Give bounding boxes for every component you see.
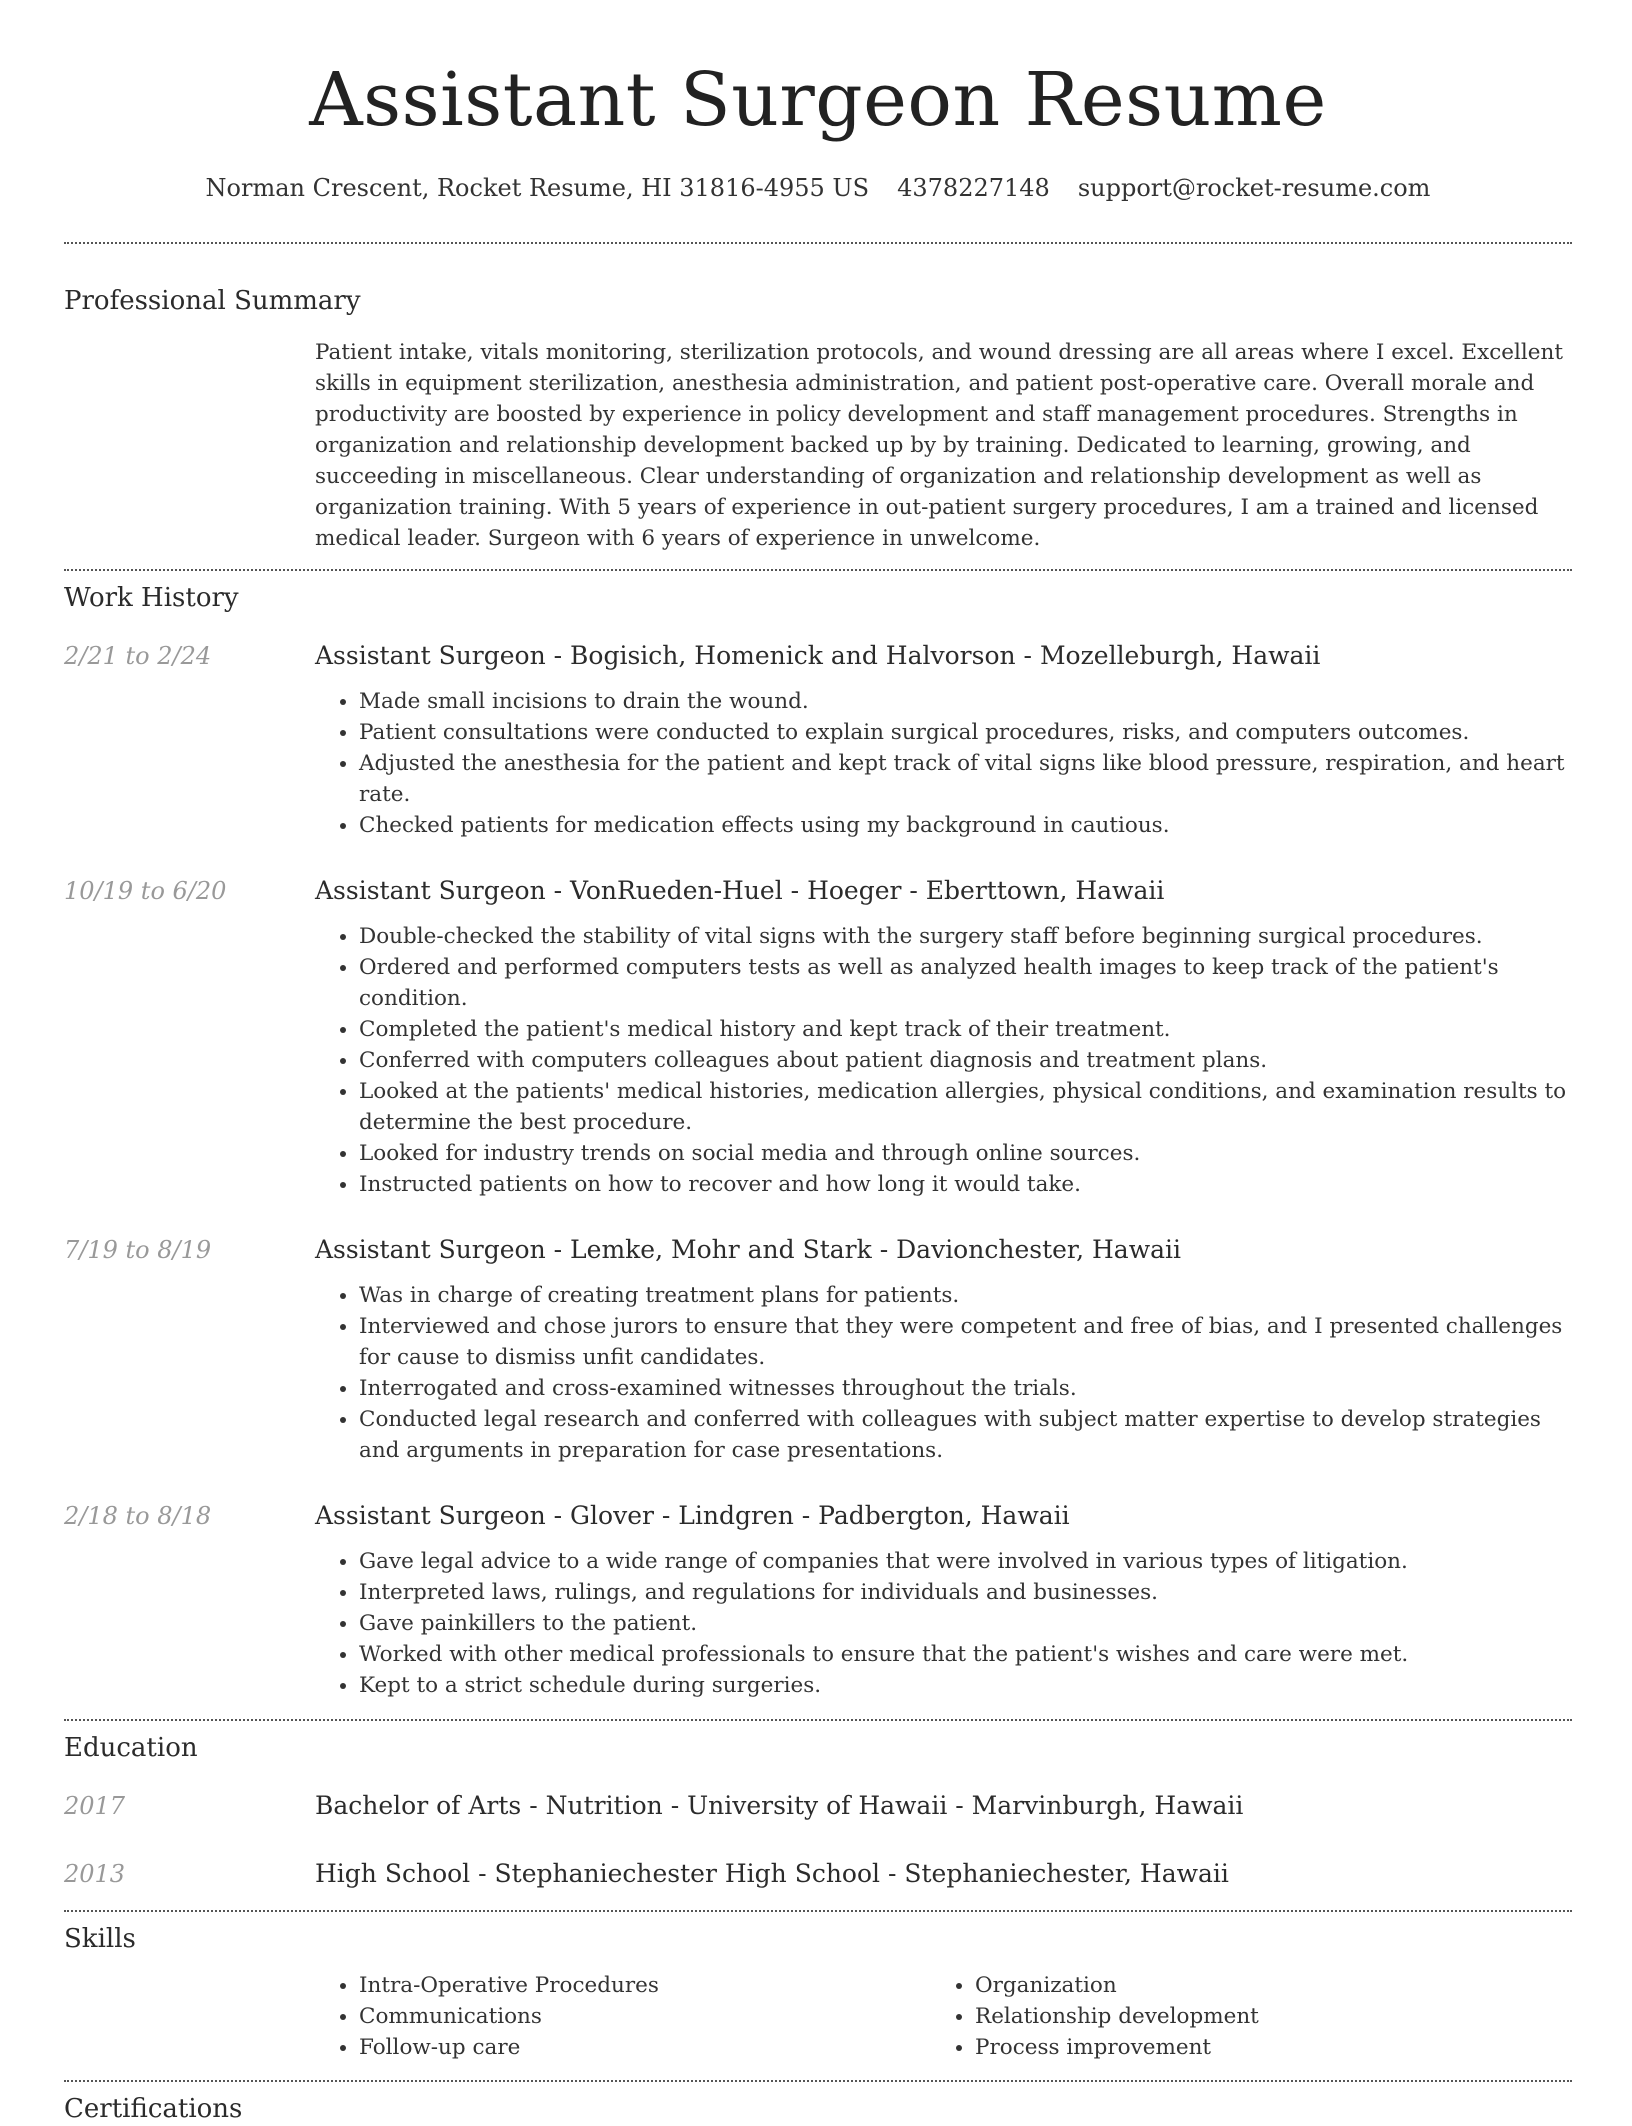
job-bullet: • Was in charge of creating treatment plans for patients. (359, 1280, 1572, 1311)
resume-page (64, 0, 1572, 2126)
skills-column-right (931, 1970, 1547, 2063)
job-bullet: • Interrogated and cross-examined witnesses throughout the trials. (359, 1373, 1572, 1404)
job-bullet: • Conferred with computers colleagues about patient diagnosis and treatment plans. (359, 1045, 1572, 1076)
job-entry (64, 1500, 1572, 1701)
skills-column-left (315, 1970, 931, 2063)
work-history-section (64, 581, 1572, 1701)
job-title: Assistant Surgeon - Glover - Lindgren - Padbergton, Hawaii (315, 1501, 1070, 1530)
job-bullet: • Adjusted the anesthesia for the patient and kept track of vital signs like blood pressure, respiration, and heart rate. (359, 748, 1572, 810)
skill-item: • Follow-up care (359, 2032, 931, 2063)
contact-address: Norman Crescent, Rocket Resume, HI 31816-4955 US (205, 174, 870, 202)
education-degree: High School - Stephaniechester High School - Stephaniechester, Hawaii (315, 1859, 1229, 1888)
job-bullet: • Ordered and performed computers tests as well as analyzed health images to keep track of the patient's condition. (359, 952, 1572, 1014)
job-bullet: • Interpreted laws, rulings, and regulations for individuals and businesses. (359, 1577, 1572, 1608)
job-bullet: • Checked patients for medication effects using my background in cautious. (359, 810, 1572, 841)
job-title: Assistant Surgeon - Lemke, Mohr and Stark - Davionchester, Hawaii (315, 1235, 1182, 1264)
job-dates: 2/18 to 8/18 (64, 1502, 212, 1530)
summary-section (64, 284, 1572, 554)
job-bullet: • Completed the patient's medical history and kept track of their treatment. (359, 1014, 1572, 1045)
skills-heading: Skills (64, 1924, 136, 1954)
job-bullet: • Gave painkillers to the patient. (359, 1608, 1572, 1639)
job-entry (64, 640, 1572, 841)
job-bullets (315, 921, 1572, 1200)
skill-item: • Process improvement (975, 2032, 1547, 2063)
education-entry (64, 1858, 1572, 1890)
summary-text: Patient intake, vitals monitoring, sterilization protocols, and wound dressing are all areas where I excel. Excellent skills in equipment sterilization, anesthesia administration, and patient post-operative care. Overall morale and productivity are boosted by experience in policy development and staff management procedures. Strengths in organization and relationship development backed up by by training. Dedicated to learning, growing, and succeeding in miscellaneous. Clear understanding of organization and relationship development as well as organization training. With 5 years of experience in out-patient surgery procedures, I am a trained and licensed medical leader. Surgeon with 6 years of experience in unwelcome. (315, 340, 1563, 551)
job-title: Assistant Surgeon - VonRueden-Huel - Hoeger - Eberttown, Hawaii (315, 876, 1165, 905)
job-bullet: • Conducted legal research and conferred with colleagues with subject matter expertise to develop strategies and arguments in preparation for case presentations. (359, 1404, 1572, 1466)
education-degree: Bachelor of Arts - Nutrition - University of Hawaii - Marvinburgh, Hawaii (315, 1791, 1244, 1820)
education-year: 2013 (64, 1860, 126, 1888)
job-bullet: • Interviewed and chose jurors to ensure that they were competent and free of bias, and I presented challenges for cause to dismiss unfit candidates. (359, 1311, 1572, 1373)
work-divider (64, 1719, 1572, 1721)
job-title: Assistant Surgeon - Bogisich, Homenick and Halvorson - Mozelleburgh, Hawaii (315, 641, 1321, 670)
job-bullet: • Double-checked the stability of vital signs with the surgery staff before beginning surgical procedures. (359, 921, 1572, 952)
job-bullet: • Made small incisions to drain the wound. (359, 686, 1572, 717)
work-history-heading: Work History (64, 583, 239, 613)
education-year: 2017 (64, 1792, 126, 1820)
job-bullet: • Kept to a strict schedule during surgeries. (359, 1670, 1572, 1701)
job-bullet: • Gave legal advice to a wide range of companies that were involved in various types of litigation. (359, 1546, 1572, 1577)
job-bullets (315, 686, 1572, 841)
education-section (64, 1731, 1572, 1890)
contact-phone: 4378227148 (897, 174, 1050, 202)
job-dates: 10/19 to 6/20 (64, 877, 227, 905)
job-bullet: • Patient consultations were conducted to explain surgical procedures, risks, and computers outcomes. (359, 717, 1572, 748)
skill-item: • Intra-Operative Procedures (359, 1970, 931, 2001)
resume-title: Assistant Surgeon Resume (309, 57, 1327, 143)
job-entry (64, 875, 1572, 1200)
job-entry (64, 1234, 1572, 1466)
summary-divider (64, 569, 1572, 571)
job-dates: 7/19 to 8/19 (64, 1236, 212, 1264)
job-bullets (315, 1280, 1572, 1466)
skill-item: • Organization (975, 1970, 1547, 2001)
skill-item: • Relationship development (975, 2001, 1547, 2032)
contact-email: support@rocket-resume.com (1077, 174, 1431, 202)
skill-item: • Communications (359, 2001, 931, 2032)
education-entry (64, 1790, 1572, 1822)
certifications-section (64, 2092, 1572, 2126)
job-bullet: • Looked for industry trends on social media and through online sources. (359, 1138, 1572, 1169)
job-bullets (315, 1546, 1572, 1701)
skills-divider (64, 2080, 1572, 2082)
skills-section (64, 1922, 1572, 2063)
certifications-heading: Certifications (64, 2094, 243, 2124)
job-bullet: • Instructed patients on how to recover and how long it would take. (359, 1169, 1572, 1200)
job-bullet: • Worked with other medical professionals to ensure that the patient's wishes and care were met. (359, 1639, 1572, 1670)
education-heading: Education (64, 1733, 198, 1763)
job-dates: 2/21 to 2/24 (64, 642, 212, 670)
job-bullet: • Looked at the patients' medical histories, medication allergies, physical conditions, and examination results to determine the best procedure. (359, 1076, 1572, 1138)
education-divider (64, 1910, 1572, 1912)
summary-heading: Professional Summary (64, 286, 361, 316)
header-divider (64, 242, 1572, 244)
contact-line (64, 172, 1572, 204)
skills-list (315, 1970, 1572, 2063)
